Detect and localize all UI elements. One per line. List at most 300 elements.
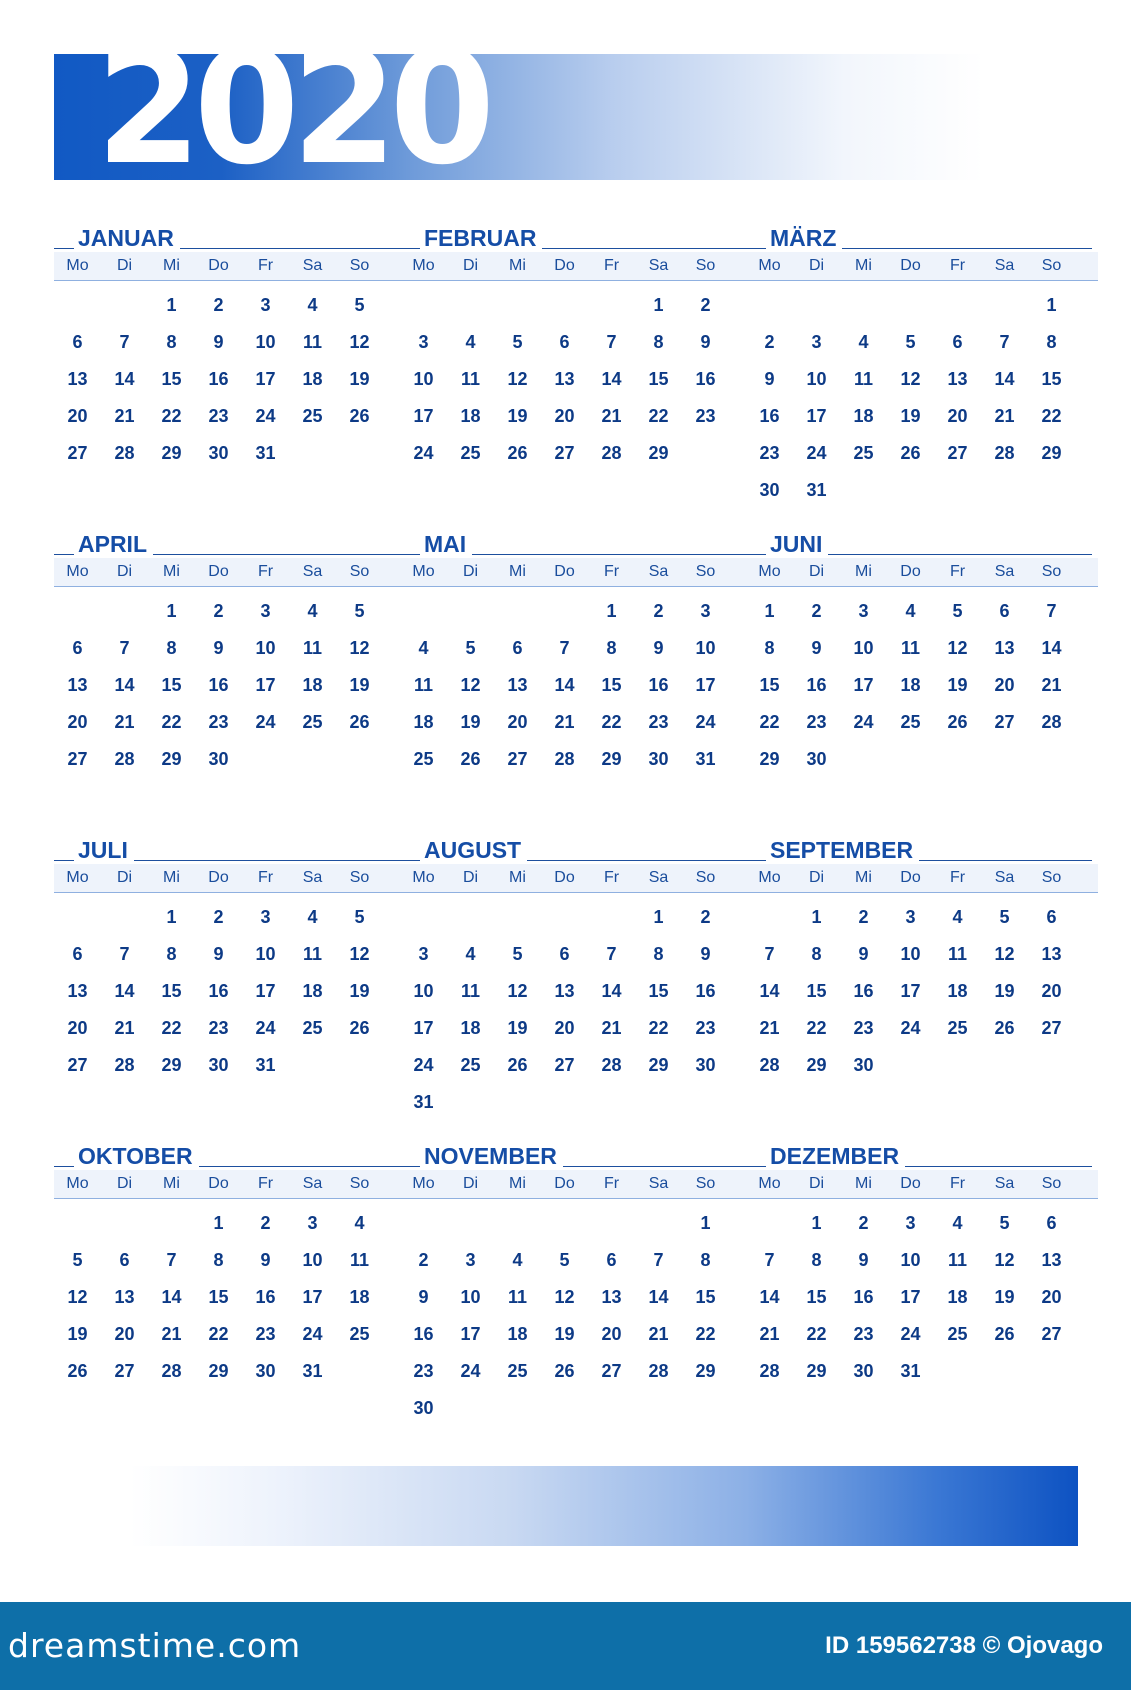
month-name: JULI (74, 836, 134, 864)
day-cell: 26 (349, 712, 370, 732)
day-cell: 9 (700, 332, 711, 352)
day-cell: 13 (67, 981, 88, 1001)
day-cell: 9 (418, 1287, 429, 1307)
month-block (746, 836, 1092, 1142)
day-cell: 8 (653, 944, 664, 964)
day-cell: 5 (354, 601, 365, 621)
watermark-bar (0, 1602, 1131, 1690)
day-cell: 11 (302, 332, 323, 352)
day-cell: 12 (947, 638, 968, 658)
empty-cell (588, 1205, 635, 1242)
day-cell: 3 (811, 332, 822, 352)
day-cell: 2 (653, 601, 664, 621)
day-cell: 23 (695, 1018, 716, 1038)
day-cell: 4 (952, 907, 963, 927)
day-grid (54, 587, 400, 778)
day-cell: 3 (858, 601, 869, 621)
day-grid (746, 1199, 1092, 1390)
weekday-label: Mo (66, 1175, 89, 1192)
day-cell: 28 (601, 1055, 622, 1075)
day-cell: 24 (900, 1018, 921, 1038)
day-cell: 24 (413, 443, 434, 463)
day-cell: 25 (349, 1324, 370, 1344)
day-cell: 9 (213, 638, 224, 658)
day-cell: 26 (947, 712, 968, 732)
day-cell: 20 (994, 675, 1015, 695)
day-cell: 23 (853, 1324, 874, 1344)
weekday-header-row (54, 558, 406, 587)
day-cell: 10 (900, 1250, 921, 1270)
day-cell: 20 (947, 406, 968, 426)
day-cell: 16 (759, 406, 780, 426)
day-cell: 25 (302, 712, 323, 732)
day-cell: 10 (255, 944, 276, 964)
weekday-label: Di (462, 1175, 479, 1192)
day-cell: 17 (900, 981, 921, 1001)
day-cell: 27 (947, 443, 968, 463)
empty-cell (494, 899, 541, 936)
day-cell: 9 (858, 1250, 869, 1270)
month-name: MAI (420, 530, 472, 558)
empty-cell (101, 1205, 148, 1242)
day-cell: 27 (67, 1055, 88, 1075)
day-cell: 20 (67, 406, 88, 426)
day-cell: 1 (653, 295, 664, 315)
day-cell: 19 (554, 1324, 575, 1344)
day-cell: 4 (465, 944, 476, 964)
day-cell: 17 (460, 1324, 481, 1344)
weekday-label: Do (900, 1175, 921, 1192)
day-cell: 25 (460, 1055, 481, 1075)
day-cell: 25 (302, 1018, 323, 1038)
day-cell: 1 (811, 1213, 822, 1233)
empty-cell (447, 287, 494, 324)
day-cell: 27 (1041, 1018, 1062, 1038)
day-cell: 16 (695, 981, 716, 1001)
footer-gradient-band (130, 1466, 1078, 1546)
month-block (54, 224, 400, 530)
weekday-label: Mo (758, 1175, 781, 1192)
day-cell: 22 (648, 1018, 669, 1038)
day-cell: 29 (208, 1361, 229, 1381)
day-cell: 20 (507, 712, 528, 732)
day-cell: 24 (255, 406, 276, 426)
day-cell: 2 (700, 907, 711, 927)
day-cell: 21 (648, 1324, 669, 1344)
empty-cell (887, 287, 934, 324)
day-cell: 14 (601, 369, 622, 389)
day-cell: 12 (994, 944, 1015, 964)
day-cell: 29 (648, 1055, 669, 1075)
day-cell: 2 (260, 1213, 271, 1233)
day-cell: 11 (900, 638, 921, 658)
weekday-header-row (746, 558, 1098, 587)
day-cell: 13 (67, 369, 88, 389)
day-cell: 12 (349, 638, 370, 658)
day-cell: 15 (601, 675, 622, 695)
weekday-label: Mi (509, 563, 526, 580)
weekday-label: Fr (257, 1175, 274, 1192)
day-cell: 26 (507, 443, 528, 463)
day-cell: 9 (858, 944, 869, 964)
day-cell: 24 (695, 712, 716, 732)
day-cell: 19 (507, 1018, 528, 1038)
day-cell: 1 (764, 601, 775, 621)
weekday-label: Mo (412, 869, 435, 886)
day-cell: 30 (413, 1398, 434, 1418)
day-cell: 7 (764, 1250, 775, 1270)
day-cell: 5 (905, 332, 916, 352)
day-cell: 7 (559, 638, 570, 658)
day-cell: 13 (947, 369, 968, 389)
day-cell: 25 (853, 443, 874, 463)
day-cell: 6 (72, 332, 83, 352)
day-cell: 13 (114, 1287, 135, 1307)
weekday-label: Mo (66, 869, 89, 886)
empty-cell (541, 899, 588, 936)
day-cell: 18 (460, 1018, 481, 1038)
day-cell: 7 (166, 1250, 177, 1270)
day-cell: 16 (255, 1287, 276, 1307)
day-cell: 28 (759, 1361, 780, 1381)
day-cell: 20 (1041, 981, 1062, 1001)
weekday-label: Sa (994, 257, 1015, 274)
day-cell: 1 (166, 907, 177, 927)
day-cell: 28 (994, 443, 1015, 463)
day-cell: 20 (554, 1018, 575, 1038)
day-cell: 3 (700, 601, 711, 621)
day-cell: 5 (999, 907, 1010, 927)
day-cell: 25 (413, 749, 434, 769)
weekday-label: Sa (994, 1175, 1015, 1192)
day-cell: 23 (208, 1018, 229, 1038)
day-cell: 16 (208, 981, 229, 1001)
day-cell: 10 (900, 944, 921, 964)
day-cell: 5 (72, 1250, 83, 1270)
day-cell: 10 (302, 1250, 323, 1270)
empty-cell (400, 899, 447, 936)
month-header (746, 1142, 1092, 1170)
day-cell: 28 (648, 1361, 669, 1381)
month-header (54, 836, 400, 864)
weekday-header-row (54, 1170, 406, 1199)
day-cell: 2 (764, 332, 775, 352)
day-cell: 24 (255, 712, 276, 732)
day-cell: 20 (67, 1018, 88, 1038)
empty-cell (746, 1205, 793, 1242)
day-cell: 14 (114, 369, 135, 389)
weekday-label: Di (116, 563, 133, 580)
day-cell: 7 (999, 332, 1010, 352)
weekday-header-row (54, 864, 406, 893)
day-cell: 19 (349, 675, 370, 695)
month-name: MÄRZ (766, 224, 842, 252)
day-cell: 23 (208, 712, 229, 732)
day-cell: 5 (465, 638, 476, 658)
day-cell: 26 (994, 1324, 1015, 1344)
day-cell: 15 (208, 1287, 229, 1307)
day-cell: 23 (853, 1018, 874, 1038)
day-cell: 4 (307, 907, 318, 927)
day-cell: 9 (653, 638, 664, 658)
day-cell: 14 (114, 981, 135, 1001)
day-cell: 23 (255, 1324, 276, 1344)
day-cell: 26 (554, 1361, 575, 1381)
day-cell: 24 (460, 1361, 481, 1381)
day-cell: 16 (695, 369, 716, 389)
day-cell: 6 (72, 944, 83, 964)
day-cell: 26 (994, 1018, 1015, 1038)
weekday-label: Fr (949, 257, 966, 274)
day-cell: 9 (811, 638, 822, 658)
day-cell: 4 (307, 601, 318, 621)
day-cell: 26 (507, 1055, 528, 1075)
empty-cell (447, 1205, 494, 1242)
empty-cell (541, 593, 588, 630)
day-cell: 21 (161, 1324, 182, 1344)
day-cell: 23 (413, 1361, 434, 1381)
day-cell: 17 (302, 1287, 323, 1307)
weekday-label: Di (116, 257, 133, 274)
day-cell: 24 (302, 1324, 323, 1344)
empty-cell (400, 593, 447, 630)
day-cell: 15 (806, 1287, 827, 1307)
day-cell: 8 (606, 638, 617, 658)
day-cell: 27 (67, 749, 88, 769)
weekday-label: So (349, 563, 370, 580)
day-cell: 31 (900, 1361, 921, 1381)
day-cell: 29 (695, 1361, 716, 1381)
weekday-header-row (746, 1170, 1098, 1199)
day-cell: 22 (161, 406, 182, 426)
day-cell: 30 (255, 1361, 276, 1381)
day-cell: 12 (67, 1287, 88, 1307)
day-cell: 3 (260, 295, 271, 315)
day-cell: 22 (161, 712, 182, 732)
weekday-label: Di (116, 869, 133, 886)
day-cell: 14 (759, 981, 780, 1001)
empty-cell (101, 593, 148, 630)
weekday-label: Do (208, 1175, 229, 1192)
weekday-label: So (349, 869, 370, 886)
weekday-label: So (695, 1175, 716, 1192)
empty-cell (541, 1205, 588, 1242)
day-cell: 4 (354, 1213, 365, 1233)
day-cell: 24 (255, 1018, 276, 1038)
day-cell: 1 (166, 295, 177, 315)
day-cell: 22 (695, 1324, 716, 1344)
day-cell: 11 (947, 1250, 968, 1270)
day-cell: 7 (1046, 601, 1057, 621)
weekday-label: So (349, 1175, 370, 1192)
weekday-header-row (746, 864, 1098, 893)
weekday-label: Di (462, 257, 479, 274)
day-cell: 21 (601, 1018, 622, 1038)
month-name: OKTOBER (74, 1142, 199, 1170)
weekday-label: Do (554, 1175, 575, 1192)
day-cell: 15 (1041, 369, 1062, 389)
day-cell: 20 (114, 1324, 135, 1344)
day-cell: 27 (554, 443, 575, 463)
month-header (400, 1142, 746, 1170)
weekday-label: So (1041, 869, 1062, 886)
weekday-header-row (746, 252, 1098, 281)
day-cell: 23 (648, 712, 669, 732)
day-cell: 8 (811, 944, 822, 964)
empty-cell (793, 287, 840, 324)
weekday-label: Fr (603, 1175, 620, 1192)
weekday-label: Mo (758, 257, 781, 274)
weekday-label: Mi (163, 257, 180, 274)
day-cell: 27 (114, 1361, 135, 1381)
day-cell: 25 (302, 406, 323, 426)
day-cell: 12 (349, 332, 370, 352)
day-cell: 21 (114, 712, 135, 732)
day-cell: 3 (260, 601, 271, 621)
day-cell: 9 (213, 944, 224, 964)
day-cell: 7 (764, 944, 775, 964)
weekday-label: So (349, 257, 370, 274)
weekday-label: Sa (302, 563, 323, 580)
day-cell: 22 (806, 1018, 827, 1038)
year-title: 2020 (96, 16, 488, 200)
empty-cell (400, 287, 447, 324)
day-cell: 11 (302, 944, 323, 964)
weekday-label: Mo (412, 563, 435, 580)
day-cell: 14 (554, 675, 575, 695)
day-cell: 25 (900, 712, 921, 732)
day-cell: 3 (260, 907, 271, 927)
weekday-label: Mo (758, 869, 781, 886)
weekday-label: So (695, 563, 716, 580)
day-cell: 1 (213, 1213, 224, 1233)
weekday-label: Sa (648, 563, 669, 580)
day-cell: 13 (1041, 1250, 1062, 1270)
day-cell: 6 (952, 332, 963, 352)
day-cell: 18 (507, 1324, 528, 1344)
day-cell: 6 (72, 638, 83, 658)
weekday-label: Sa (302, 1175, 323, 1192)
day-cell: 14 (601, 981, 622, 1001)
day-cell: 13 (554, 369, 575, 389)
empty-cell (588, 899, 635, 936)
day-cell: 21 (114, 1018, 135, 1038)
day-cell: 10 (806, 369, 827, 389)
day-cell: 28 (161, 1361, 182, 1381)
day-cell: 26 (67, 1361, 88, 1381)
day-cell: 31 (255, 1055, 276, 1075)
month-name: JANUAR (74, 224, 180, 252)
day-cell: 7 (653, 1250, 664, 1270)
empty-cell (54, 1205, 101, 1242)
day-cell: 15 (648, 369, 669, 389)
day-cell: 16 (208, 369, 229, 389)
day-cell: 10 (255, 638, 276, 658)
empty-cell (54, 287, 101, 324)
day-cell: 24 (853, 712, 874, 732)
weekday-label: Mi (855, 257, 872, 274)
day-cell: 16 (853, 981, 874, 1001)
empty-cell (981, 287, 1028, 324)
weekday-label: Mi (509, 869, 526, 886)
weekday-header-row (400, 558, 752, 587)
weekday-label: Do (900, 563, 921, 580)
weekday-label: Mi (509, 257, 526, 274)
day-cell: 16 (853, 1287, 874, 1307)
weekday-label: Mi (855, 563, 872, 580)
day-cell: 15 (759, 675, 780, 695)
day-cell: 19 (460, 712, 481, 732)
day-cell: 8 (811, 1250, 822, 1270)
weekday-label: Fr (257, 257, 274, 274)
day-cell: 19 (349, 981, 370, 1001)
day-cell: 13 (67, 675, 88, 695)
day-cell: 17 (695, 675, 716, 695)
weekday-label: Fr (949, 1175, 966, 1192)
day-cell: 23 (806, 712, 827, 732)
day-cell: 10 (695, 638, 716, 658)
empty-cell (494, 1205, 541, 1242)
day-cell: 3 (905, 907, 916, 927)
day-grid (54, 281, 400, 472)
weekday-label: Sa (302, 257, 323, 274)
weekday-label: Do (554, 257, 575, 274)
day-cell: 6 (1046, 1213, 1057, 1233)
day-cell: 29 (601, 749, 622, 769)
day-grid (54, 1199, 400, 1390)
day-cell: 22 (601, 712, 622, 732)
weekday-label: So (1041, 563, 1062, 580)
day-grid (400, 1199, 746, 1427)
day-cell: 18 (413, 712, 434, 732)
day-cell: 11 (507, 1287, 528, 1307)
weekday-label: Sa (648, 869, 669, 886)
day-cell: 4 (512, 1250, 523, 1270)
day-grid (400, 281, 746, 472)
day-cell: 27 (601, 1361, 622, 1381)
day-cell: 3 (905, 1213, 916, 1233)
weekday-label: Mi (509, 1175, 526, 1192)
day-cell: 13 (507, 675, 528, 695)
day-cell: 28 (554, 749, 575, 769)
day-cell: 18 (947, 981, 968, 1001)
month-name: JUNI (766, 530, 828, 558)
weekday-label: Do (554, 563, 575, 580)
day-cell: 10 (255, 332, 276, 352)
day-cell: 14 (1041, 638, 1062, 658)
day-cell: 20 (554, 406, 575, 426)
day-cell: 8 (166, 944, 177, 964)
day-cell: 4 (952, 1213, 963, 1233)
day-cell: 20 (67, 712, 88, 732)
day-cell: 6 (1046, 907, 1057, 927)
day-cell: 19 (67, 1324, 88, 1344)
month-header (746, 530, 1092, 558)
day-cell: 28 (114, 1055, 135, 1075)
day-cell: 24 (900, 1324, 921, 1344)
day-cell: 4 (465, 332, 476, 352)
months-grid (54, 224, 1078, 1448)
weekday-label: Sa (302, 869, 323, 886)
day-cell: 14 (994, 369, 1015, 389)
day-cell: 1 (700, 1213, 711, 1233)
day-cell: 27 (1041, 1324, 1062, 1344)
day-cell: 18 (900, 675, 921, 695)
day-cell: 9 (213, 332, 224, 352)
day-cell: 25 (507, 1361, 528, 1381)
weekday-label: Do (208, 257, 229, 274)
day-cell: 27 (67, 443, 88, 463)
